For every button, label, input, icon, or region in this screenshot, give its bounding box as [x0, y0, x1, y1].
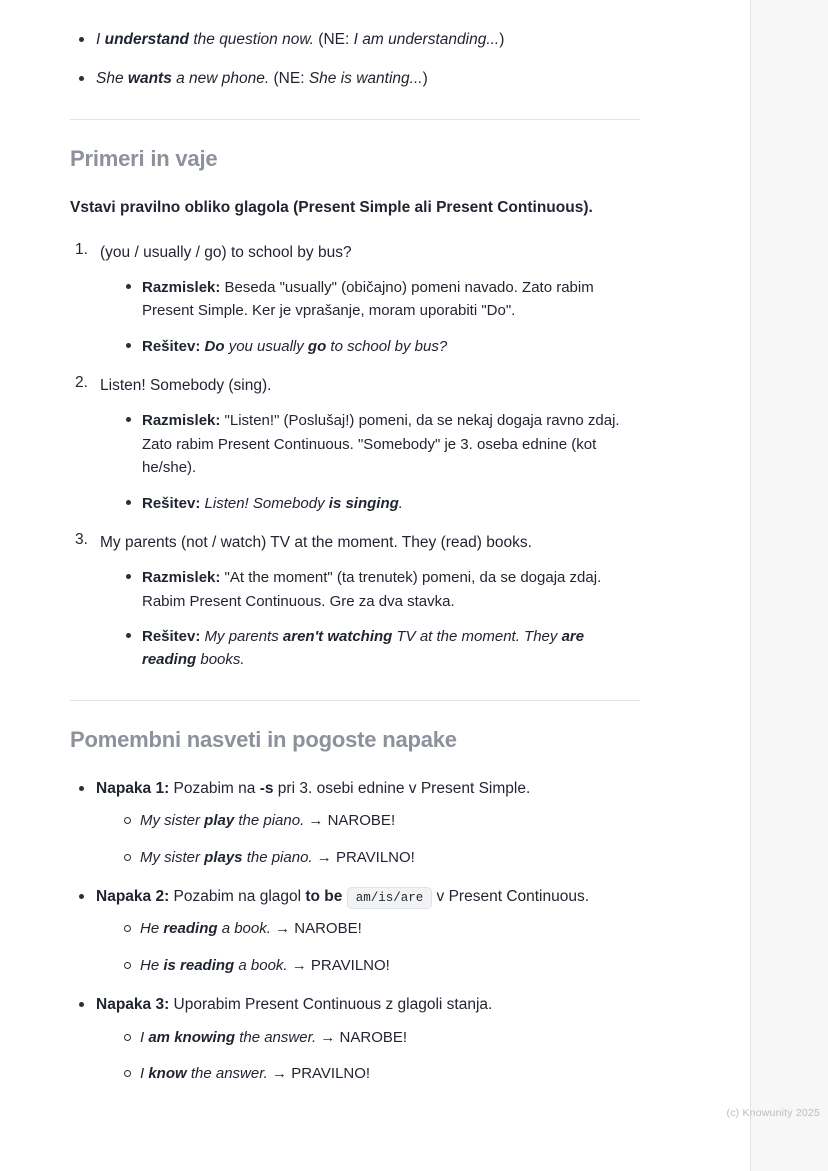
- example-post: the answer.: [186, 1065, 268, 1083]
- item-number: 1.: [75, 240, 88, 258]
- arrow-icon: →: [308, 812, 324, 830]
- example-post: the answer.: [235, 1028, 317, 1046]
- divider: [70, 119, 640, 120]
- code-chip-am-is-are: am/is/are: [347, 887, 433, 909]
- list-item: [118, 847, 640, 870]
- task-prompt: My parents (not / watch) TV at the moment. They (read) books.: [100, 533, 532, 551]
- reason-label: Razmislek:: [142, 569, 221, 587]
- reason-text: "At the moment" (ta trenutek) pomeni, da se dogaja zdaj. Rabim Present Continuous. Gre za dva stavka.: [142, 569, 602, 610]
- solution-label: Rešitev:: [142, 494, 201, 512]
- reason-label: Razmislek:: [142, 279, 221, 296]
- task-prompt: (you / usually / go) to school by bus?: [100, 243, 352, 261]
- arrow-icon: →: [320, 1028, 336, 1046]
- example-post: the piano.: [234, 812, 305, 830]
- common-mistakes-list: [70, 777, 640, 1086]
- reason-item: [120, 566, 640, 613]
- example-verb: am knowing: [148, 1028, 236, 1046]
- verdict-label: PRAVILNO!: [291, 1065, 371, 1083]
- list-item: [70, 67, 640, 90]
- mistake-text-post: pri 3. osebi ednine v Present Simple.: [273, 779, 531, 797]
- mistake-text-pre: Pozabim na glagol: [169, 888, 306, 906]
- mistake-label: Napaka 3:: [96, 996, 170, 1014]
- example-pre: My sister: [140, 812, 205, 830]
- example-pre: I: [140, 1028, 149, 1046]
- example-verb: understand: [104, 31, 190, 48]
- task-details: [120, 409, 640, 515]
- example-verb: wants: [127, 70, 172, 88]
- example-note: I am understanding...: [353, 31, 500, 48]
- solution-item: [120, 625, 640, 672]
- solution-part: is singing: [328, 494, 399, 512]
- document-content: [70, 28, 640, 1102]
- exercise-list: [70, 241, 640, 672]
- example-pre: He: [140, 920, 164, 938]
- solution-item: [120, 492, 640, 515]
- section-title-tips: Pomembni nasveti in pogoste napake: [70, 726, 457, 752]
- solution-part: books.: [196, 651, 245, 669]
- example-pre: He: [140, 956, 164, 974]
- solution-label: Rešitev:: [142, 337, 201, 355]
- example-post: a book.: [234, 956, 288, 974]
- example-mid: the question now.: [189, 31, 314, 48]
- arrow-icon: →: [275, 920, 291, 938]
- solution-part: My parents: [204, 628, 283, 646]
- example-note-suffix: ): [499, 31, 505, 48]
- list-item: [70, 28, 640, 51]
- item-number: 2.: [75, 374, 88, 392]
- list-item: [70, 374, 640, 515]
- solution-part: aren't watching: [282, 628, 393, 646]
- example-mid: a new phone.: [171, 70, 270, 88]
- mistake-heading: [96, 885, 640, 908]
- reason-item: [120, 276, 640, 323]
- task-prompt: Listen! Somebody (sing).: [100, 377, 272, 395]
- example-note-prefix: (NE:: [269, 70, 309, 88]
- mistake-heading: [96, 993, 640, 1016]
- solution-item: [120, 335, 640, 358]
- mistake-heading: [96, 777, 640, 800]
- example-verb: plays: [204, 848, 243, 866]
- item-number: 3.: [75, 530, 88, 548]
- mistake-bold-mid: -s: [259, 779, 274, 797]
- mistake-examples: [118, 918, 640, 977]
- exercise-instruction: Vstavi pravilno obliko glagola (Present Simple ali Present Continuous).: [70, 198, 593, 216]
- solution-part: Listen! Somebody: [204, 494, 329, 512]
- list-item: [70, 241, 640, 358]
- list-item: [118, 1027, 640, 1050]
- mistake-label: Napaka 1:: [96, 779, 170, 797]
- task-details: [120, 566, 640, 672]
- stative-verb-examples-list: [70, 28, 640, 91]
- solution-part: .: [398, 494, 403, 512]
- verdict-label: NAROBE!: [294, 920, 362, 938]
- reason-label: Razmislek:: [142, 412, 221, 430]
- example-post: the piano.: [242, 848, 313, 866]
- list-item: [70, 885, 640, 977]
- mistake-text-pre: Pozabim na: [169, 779, 260, 797]
- watermark: (c) Knowunity 2025: [726, 1107, 820, 1119]
- example-pre: I: [140, 1065, 149, 1083]
- solution-part: TV at the moment. They: [392, 628, 562, 646]
- arrow-icon: →: [316, 848, 332, 866]
- example-post: a book.: [217, 920, 271, 938]
- solution-part: are reading: [142, 628, 585, 669]
- mistake-bold-mid: to be: [305, 888, 343, 906]
- example-pre: My sister: [140, 848, 205, 866]
- solution-part: Do: [204, 337, 225, 355]
- list-item: [118, 810, 640, 833]
- verdict-label: NAROBE!: [327, 812, 396, 830]
- example-verb: play: [204, 812, 235, 830]
- example-verb: is reading: [163, 956, 235, 974]
- reason-text: "Listen!" (Poslušaj!) pomeni, da se nekaj dogaja ravno zdaj. Zato rabim Present Continuous. "Somebody" je 3. oseba ednine (kot he/she).: [142, 412, 620, 477]
- mistake-text-pre: Uporabim Present Continuous z glagoli stanja.: [169, 996, 493, 1014]
- arrow-icon: →: [291, 956, 307, 974]
- reason-text: Beseda "usually" (običajno) pomeni navado. Zato rabim Present Simple. Ker je vprašanje, moram uporabiti "Do".: [142, 279, 594, 320]
- verdict-label: NAROBE!: [339, 1028, 408, 1046]
- example-note-prefix: (NE:: [314, 31, 354, 48]
- mistake-examples: [118, 1027, 640, 1086]
- list-item: [118, 918, 640, 941]
- reason-item: [120, 409, 640, 479]
- example-pre: I: [96, 31, 105, 48]
- list-item: [70, 531, 640, 672]
- solution-part: to school by bus?: [326, 337, 448, 355]
- mistake-examples: [118, 810, 640, 869]
- verdict-label: PRAVILNO!: [310, 956, 390, 974]
- example-verb: reading: [163, 920, 218, 938]
- example-verb: know: [148, 1065, 187, 1083]
- list-item: [70, 777, 640, 869]
- section-title-examples: Primeri in vaje: [70, 145, 218, 171]
- list-item: [70, 993, 640, 1085]
- right-scroll-rail[interactable]: [750, 0, 828, 1171]
- solution-part: go: [307, 337, 327, 355]
- list-item: [118, 955, 640, 978]
- example-note: She is wanting...: [308, 70, 423, 88]
- mistake-text-post: v Present Continuous.: [432, 888, 590, 906]
- divider: [70, 700, 640, 701]
- arrow-icon: →: [272, 1065, 288, 1083]
- solution-label: Rešitev:: [142, 628, 201, 646]
- solution-part: you usually: [224, 337, 308, 355]
- example-note-suffix: ): [422, 70, 428, 88]
- example-pre: She: [96, 70, 128, 88]
- list-item: [118, 1063, 640, 1086]
- verdict-label: PRAVILNO!: [335, 848, 415, 866]
- mistake-label: Napaka 2:: [96, 888, 170, 906]
- task-details: [120, 276, 640, 358]
